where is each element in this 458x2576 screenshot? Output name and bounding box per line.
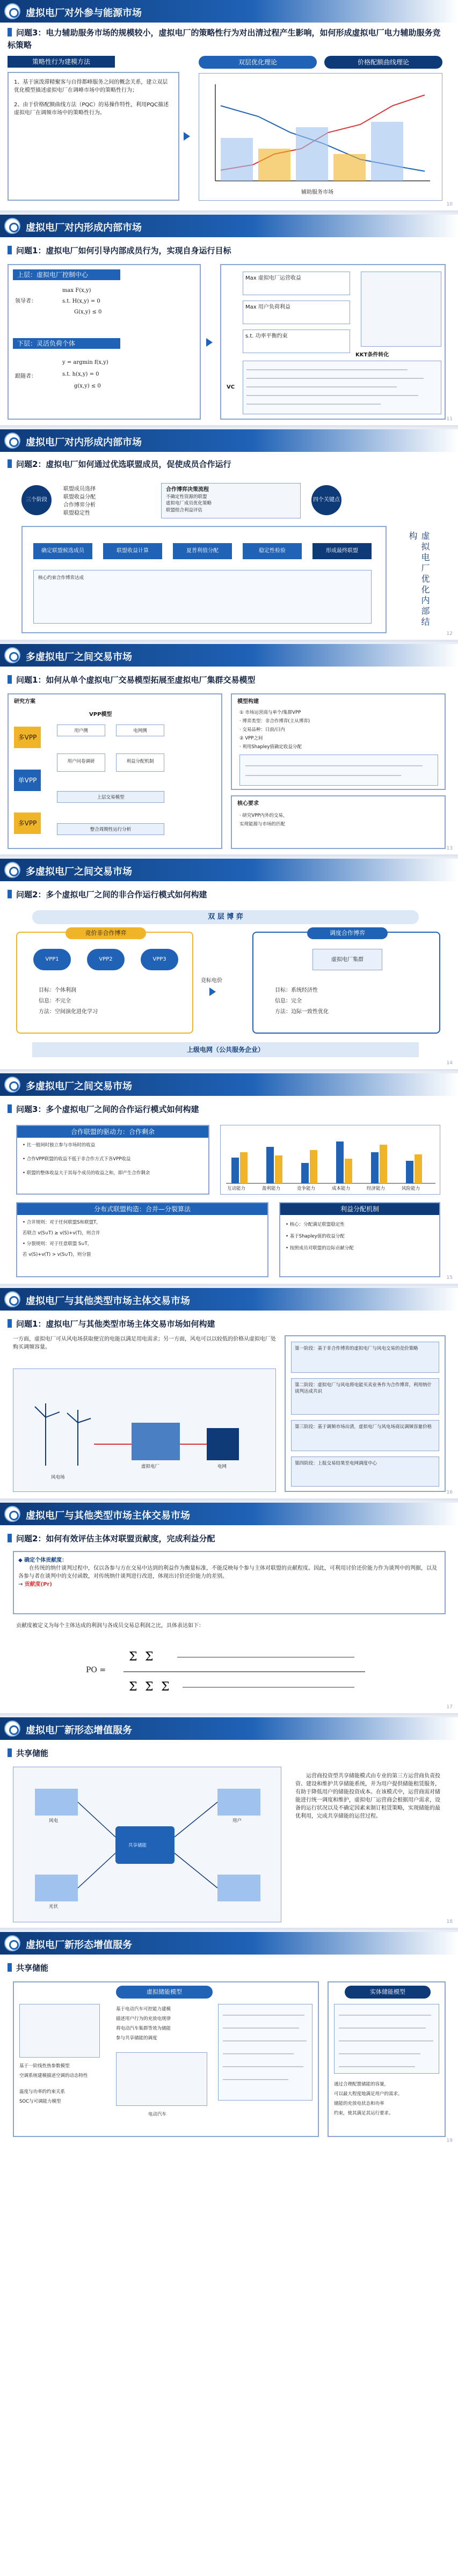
shapley-formula [239,755,438,786]
core-line: 实现能源与市场的匹配 [239,822,286,827]
node-label: 光伏 [49,1904,59,1909]
benefit-title: 利益分配机制 [280,1203,439,1215]
upper-level-label: 上层：虚拟电厂控制中心 [13,269,120,280]
vertical-label: 虚拟电厂优化内部结构 [408,531,430,628]
slide-header [0,1717,458,1740]
benefit-allocation-box [279,1202,440,1277]
university-logo [4,1291,20,1307]
list-item: 联盟成员选择 [63,486,96,492]
core-title: 核心要求 [237,801,259,807]
process-box [161,483,301,518]
energy-scene [13,1368,276,1492]
slide-header [0,644,458,667]
periodic-analysis: 整合周期性运行分析 [57,823,164,835]
energy-scene-svg [13,1369,275,1491]
virtual-storage-title: 虚拟储能模型 [116,1986,213,1999]
stage-item: 第二阶段：虚拟电厂与风电将电能买卖业务作为合作博弈，利用纳什谈判达成共识 [291,1378,439,1415]
key-list [59,483,156,518]
bilevel-model [8,264,201,420]
noncoop-line: 信息：不完全 [39,998,71,1004]
ev-diagram [116,2052,207,2106]
flow-step-4: 稳定性检验 [243,543,302,559]
leader-label: 领导者： [15,298,37,304]
slide-title: 多虚拟电厂之间交易市场 [26,866,132,877]
vc-label: VC [227,384,235,390]
chart-category: 经济能力 [367,1186,386,1191]
svg-text:Σ: Σ [145,1680,154,1694]
page-number: 16 [446,1490,453,1495]
model-line: · 利用Shapley值确定收益分配 [239,744,302,750]
page-number: 15 [446,1275,453,1280]
formula-lines [219,2004,312,2100]
node-label: 风电 [49,1818,59,1824]
slide-1 [0,0,458,213]
merge-split-title: 分布式联盟构造：合并—分裂算法 [17,1203,267,1215]
noncoop-bidding-box [16,932,193,1034]
coop-line: 目标：系统经济性 [275,987,318,993]
bid-price-label: 竞标电价 [201,978,222,984]
noncoop-line: 目标：个体利润 [39,987,76,993]
node-label: 共享储能 [128,1843,147,1848]
capability-bars [221,1125,440,1194]
page-number: 17 [446,1704,453,1710]
formula-lower-1: y = argmin f(x,y) [62,360,108,365]
slide-title: 虚拟电厂对外参与能源市场 [26,8,142,19]
scene-label: 虚拟电厂 [141,1464,160,1469]
model-line: SOC与可调能力模型 [19,2099,61,2104]
flow-step-3: 夏普利值分配 [173,543,232,559]
shared-storage-text: 运营商投资型共享储能模式由专业的第三方运营商负责投资、建设和维护共享储能系统，并为用户提供储能租赁服务，有助于降低用户的储能投资成本。在该模式中，运营商需对储能进行统一调度和维护，虚拟电厂运营商会根据用户需求，设备的运行状况以及不确定因素来制订租赁策略，实现储能的最优利用，完成共享储能的运营过程。 [290,1767,446,1922]
arrow-icon [184,132,190,141]
question-text: 问题3：电力辅助服务市场的规模较小，虚拟电厂的策略性行为对出清过程产生影响，如何形成虚拟电厂电力辅助服务竞标策略 [8,28,441,50]
model-line: ② VPP之间 [239,736,263,741]
contribution-highlight-wrap: → 贡献度(Pr) [18,1582,52,1587]
slide-8 [0,1503,458,1715]
objective-vpp: Max 虚拟电厂运营收益 [243,272,350,295]
svg-text:Σ: Σ [145,1650,154,1664]
vertical-label-box [397,526,440,633]
university-logo [4,433,20,449]
research-plan-title: 研究方案 [14,699,35,705]
question-text: 问题1：虚拟电厂与其他类型市场主体交易市场如何构建 [8,1318,215,1329]
model-line: 温度与功率的约束关系 [19,2089,66,2095]
chart-category: 盈利能力 [262,1186,281,1191]
tag-bilevel: 双层优化理论 [199,56,317,69]
slide-10 [0,1932,458,2576]
chart-caption: 辅助服务市场 [301,189,333,195]
method-title: 策略性行为建模方法 [8,56,115,68]
physical-formula-box [334,2004,439,2074]
model-line: · 博弈类型：非合作博弈(主从博弈) [239,719,310,724]
stage-list [285,1335,446,1492]
university-logo [4,1506,20,1522]
coop-line: 信息：完全 [275,998,302,1004]
framework-diagram [361,272,441,347]
merge-line: 若联合 v(S∪T) ≥ v(S)+v(T)，则合并 [23,1231,100,1236]
shared-storage-svg [13,1767,281,1922]
benefit-line: • 按照成员对联盟的边际贡献分配 [286,1246,354,1251]
list-item: 合作博弈分析 [63,502,96,508]
slide-4 [0,644,458,857]
university-logo [4,1721,20,1737]
physical-storage-box [328,1981,446,2137]
slide-title: 虚拟电厂对内形成内部市场 [26,222,142,233]
slide-header [0,1288,458,1311]
formula-box [218,2004,312,2101]
multi-vpp-bottom: 多VPP [14,813,41,834]
bilevel-game-banner: 双 层 博 弈 [32,910,419,924]
model-line: 基于电动汽车可控能力建模 [116,2007,171,2012]
node-label: 用户 [232,1818,242,1824]
formula-area [64,1642,387,1701]
process-title: 合作博弈决策流程 [166,487,209,493]
model-line: 通过合理配置储能的容量， [334,2082,389,2087]
chart-category: 互动能力 [227,1186,246,1191]
formula-upper-2: s.t. H(x,y) = 0 [62,298,100,304]
objective-user: Max 用户负荷利益 [243,301,350,324]
highlight-text: 贡献度(Pr) [24,1582,52,1587]
formula-lines [335,2004,439,2073]
tag-pqc: 价格配额曲线理论 [324,56,442,69]
page-number: 10 [446,202,453,207]
key-point-circle: 四个关键点 [311,485,341,515]
user-side-box: 用户侧 [57,724,105,736]
formula-upper-1: max F(x,y) [62,288,91,294]
ev-label: 电动汽车 [148,2112,167,2117]
coop-surplus-box [16,1125,209,1195]
contribution-paragraph: 在传统的纳什谈判过程中，仅以各参与方在交易中达到的利益作为衡量标准，不能反映每个参与主体对联盟的贡献程度。因此，可利用讨价还价能力作为谈判中的判据，以及各参与者在谈判中的支付函数，对传统纳什谈判进行改进，体现出讨价还价能力的差别。 [18,1565,437,1579]
upper-grid-bar: 上级电网（公共服务企业） [32,1042,419,1057]
formula-upper-3: G(x,y) ≤ 0 [74,309,102,315]
university-logo [4,862,20,878]
market-chart-svg [199,74,442,200]
list-item: 联盟收益分配 [63,494,96,500]
slide-9 [0,1717,458,1930]
model-line: 约束，使其满足其运行要求。 [334,2111,394,2116]
slide-header [0,1503,458,1525]
surplus-line: • 合作VPP联盟的收益不低于非合作方式下各VPP收益 [23,1157,131,1162]
flow-step-5: 形成最终联盟 [312,543,372,559]
list-item: 联盟组合利益评估 [166,507,203,513]
capability-chart [220,1125,440,1195]
coop-line: 方法：边际一致性优化 [275,1009,329,1015]
university-logo [4,218,20,234]
grid-side-box: 电网侧 [116,724,164,736]
vpp1-node: VPP1 [33,949,71,970]
method-box [8,72,179,201]
constraint-box: s.t. 功率平衡约束 [243,330,350,353]
merge-line: • 分裂规则：对于任意联盟 S∪T， [23,1241,92,1247]
model-line: 将电动汽车集群等效为储能 [116,2026,171,2031]
allocation-box: 利益分配机制 [116,753,164,772]
vpp-model-label: VPP模型 [89,712,112,718]
slide-title: 虚拟电厂与其他类型市场主体交易市场 [26,1296,190,1307]
kkt-model [220,264,446,420]
question-text: 问题1：虚拟电厂如何引导内部成员行为，实现自身运行目标 [8,245,231,256]
slide-title: 虚拟电厂对内形成内部市场 [26,437,142,448]
model-line: 空调系统建模描述空调的动态特性 [19,2073,88,2079]
ac-diagram [19,2004,100,2058]
definition-text: 贡献度被定义为每个主体达成的利润与各成员交易总利润之比，具体表达如下： [16,1623,204,1629]
formula-lower-3: g(x,y) ≤ 0 [74,383,101,389]
merge-line: • 合并规则：对于任何联盟S和联盟T， [23,1220,101,1225]
vpp3-node: VPP3 [141,949,178,970]
stage-item: 第一阶段：基于非合作博弈的虚拟电厂与风电交易的竞价策略 [291,1342,439,1373]
model-line: 可以最大程度地满足用户的需求。 [334,2091,403,2097]
vpp2-node: VPP2 [87,949,125,970]
stage-circle: 三个阶段 [21,485,52,515]
stage-item: 第三阶段：基于调频市场出清，虚拟电厂与风电场商议调频容量价格 [291,1420,439,1451]
slide-header [0,215,458,237]
svg-text:Σ: Σ [129,1650,137,1664]
market-chart [199,73,442,201]
model-line: · 交易品种：日前/日内 [239,727,285,733]
svg-text:Σ: Σ [161,1680,170,1694]
formula-svg [118,1642,376,1701]
university-logo [4,1935,20,1951]
description-text: 一方面，虚拟电厂可从风电场获取便宜的电能以满足用电需求；另一方面，风电可以以较低的价格从虚拟电厂处购买调频容量。 [13,1336,276,1350]
single-vpp: 单VPP [14,770,41,791]
slide-title: 虚拟电厂与其他类型市场主体交易市场 [26,1510,190,1521]
slide-2 [0,215,458,427]
slide-3 [0,429,458,642]
slide-7 [0,1288,458,1501]
follower-label: 跟随者： [15,374,37,379]
slide-header [0,429,458,452]
sub-heading: 共享储能 [8,1962,48,1973]
core-line: · 研究VPP内外的交易， [239,813,288,818]
arrow-icon [209,987,216,996]
list-item: 联盟稳定性 [63,510,90,516]
model-build-title: 模型构建 [237,699,259,705]
question-text: 问题2：如何有效评估主体对联盟贡献度，完成利益分配 [8,1533,215,1544]
kkt-formula-lines [246,364,438,411]
flow-detail [33,570,372,624]
slide-title: 虚拟电厂新形态增值服务 [26,1940,132,1951]
list-item: 不确定性资源的联盟 [166,494,207,500]
research-plan [8,693,222,849]
surplus-line: • 联盟的整体收益大于其每个成员的收益之和，即产生合作剩余 [23,1170,150,1176]
sub-heading: 共享储能 [8,1747,48,1759]
slide-header [0,1932,458,1955]
vpp-cluster: 虚拟电厂集群 [312,949,382,970]
page-number: 19 [446,2138,453,2143]
method-point-2: 2、由于价格配额曲线方法（PQC）的易操作特性，利用PQC描述虚拟电厂在调频市场中的策略性行为。 [14,102,169,116]
coop-dispatch-box [252,932,440,1034]
page-number: 18 [446,1919,453,1924]
slide-title: 多虚拟电厂之间交易市场 [26,1081,132,1092]
question-text: 问题1：如何从单个虚拟电厂交易模型拓展至虚拟电厂集群交易模型 [8,674,255,685]
formula-label: PO = [86,1666,106,1674]
formula-lines [240,755,438,785]
page-number: 12 [446,631,453,636]
coop-title: 调度合作博弈 [307,927,388,939]
university-logo [4,1077,20,1093]
model-line: ① 市场运营商与单个/集群VPP [239,710,301,715]
formula-lower-2: s.t. h(x,y) = 0 [62,371,99,377]
upper-trade-model: 上层交易模型 [57,791,164,803]
virtual-storage-box [13,1981,319,2137]
flow-step-2: 联盟收益计算 [103,543,162,559]
shared-storage-diagram [13,1767,281,1922]
scene-label: 风电场 [51,1475,65,1480]
benefit-line: • 核心：分配满足联盟稳定性 [286,1222,345,1227]
flow-diagram [21,526,387,633]
model-line: 基于一阶线性热参数模型 [19,2063,70,2069]
page-number: 13 [446,846,453,851]
survey-box: 用户问卷调研 [57,753,105,772]
surplus-line: • 比一般间时独立参与市场时的收益 [23,1143,96,1148]
page-number: 11 [446,416,453,422]
kkt-formula-box [243,361,441,414]
core-requirements [231,795,446,849]
page-number: 14 [446,1060,453,1066]
method-point-1: 1、基于演泼滞精聚客与自得都峰服务之间的概念关系，建立双层优化模型描述虚拟电厂在调峰市场中的策略性行为； [14,79,168,93]
svg-text:Σ: Σ [129,1680,137,1694]
slide-6 [0,1073,458,1286]
flow-detail-text: 核心约束合作博弈达成 [38,575,84,581]
merge-line: 若 v(S)+v(T) > v(S∪T)，则分裂 [23,1252,91,1257]
merge-split-box [16,1202,268,1277]
model-line: 描述用户行为的充放电规律 [116,2016,171,2022]
slide-header [0,1073,458,1096]
contribution-subtitle: ◆ 确定个体贡献度： [18,1557,68,1563]
physical-storage-title: 实体储能模型 [345,1986,431,1999]
model-line: 参与共享储能的调度 [116,2036,157,2041]
question-text: 问题3：多个虚拟电厂之间的合作运行模式如何构建 [8,1103,199,1115]
stage-item: 第四阶段：上报交易结果至电网调度中心 [291,1457,439,1487]
model-line: 储能的充放电状态和功率 [334,2101,384,2106]
university-logo [4,3,20,19]
chart-category: 成本能力 [332,1186,351,1191]
slide-5 [0,859,458,1071]
noncoop-line: 方法：空间演化进化学习 [39,1009,98,1015]
list-item: 虚拟电厂成员优化策略 [166,501,212,507]
kkt-label: KKT条件转化 [355,352,389,358]
benefit-line: • 基于Shapley值的收益分配 [286,1234,345,1239]
slide-title: 多虚拟电厂之间交易市场 [26,652,132,663]
noncoop-title: 竞价非合作博弈 [66,927,146,939]
arrow-icon [206,338,213,347]
coop-surplus-title: 合作联盟的驱动力：合作剩余 [17,1126,208,1138]
scene-label: 电网 [217,1464,227,1469]
question-text: 问题2：虚拟电厂如何通过优选联盟成员，促使成员合作运行 [8,458,231,470]
model-build [231,693,446,790]
slide-header [0,859,458,881]
question-text: 问题2：多个虚拟电厂之间的非合作运行模式如何构建 [8,889,207,900]
chart-category: 竞争能力 [297,1186,316,1191]
lower-level-label: 下层：灵活负荷个体 [13,338,120,349]
contribution-box [13,1551,446,1614]
multi-vpp-top: 多VPP [14,727,41,748]
flow-step-1: 确定联盟候选成员 [33,543,92,559]
university-logo [4,647,20,663]
chart-category: 风险能力 [402,1186,420,1191]
slide-header [0,0,458,23]
slide-title: 虚拟电厂新形态增值服务 [26,1725,132,1736]
